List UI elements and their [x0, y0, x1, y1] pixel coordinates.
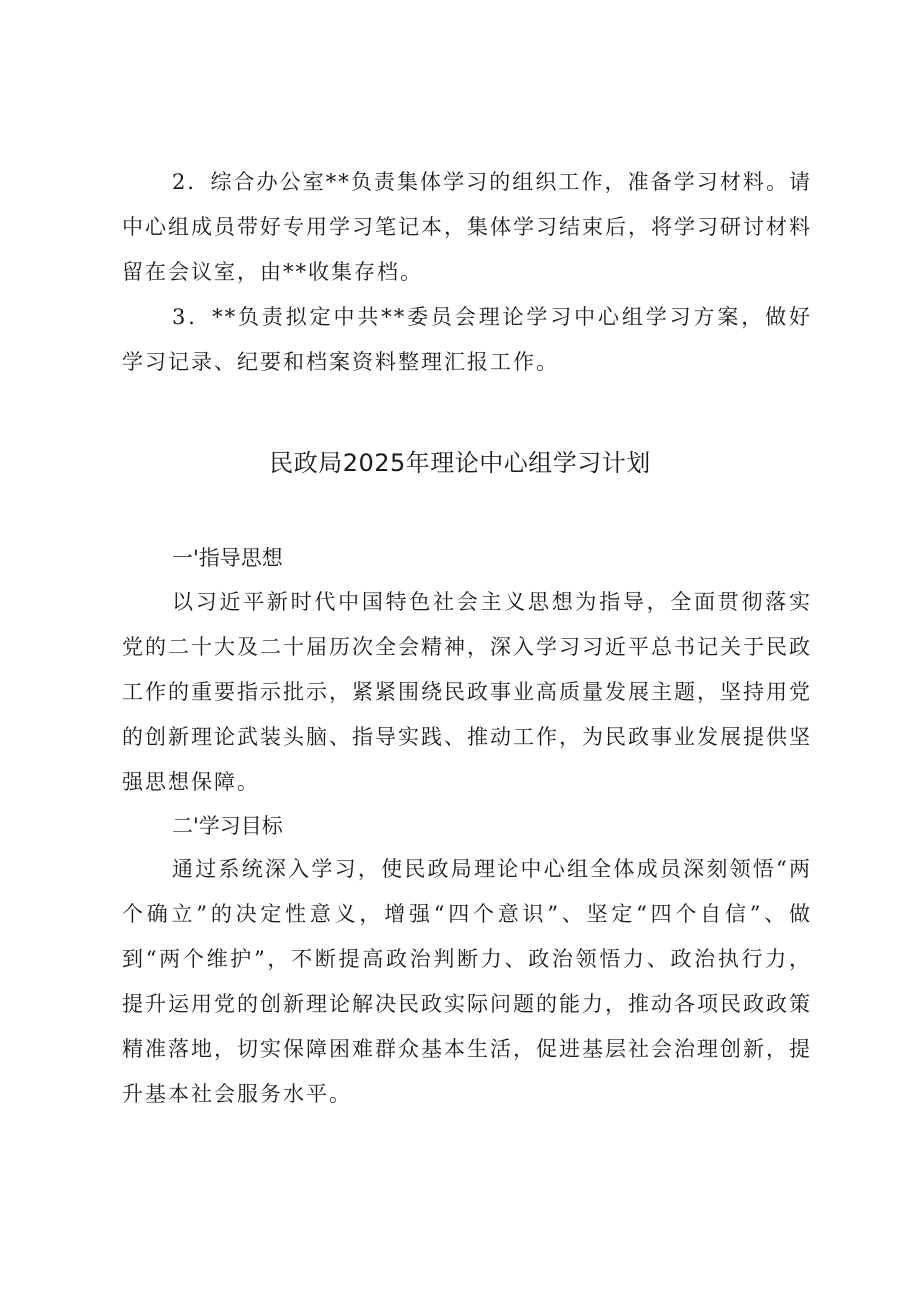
section-body-learning-goals: 通过系统深入学习，使民政局理论中心组全体成员深刻领悟“两个确立”的决定性意义，增强“四个意识”、坚定“四个自信”、做到“两个维护”，不断提高政治判断力、政治领悟力、政治执行力，提升运用党的创新理论解决民政实际问题的能力，推动各项民政政策精准落地，切实保障困难群众基本生活，促进基层社会治理创新，提升基本社会服务水平。 — [122, 857, 812, 1106]
item-2-paragraph: 2．综合办公室**负责集体学习的组织工作，准备学习材料。请中心组成员带好专用学习笔记本，集体学习结束后，将学习研讨材料留在会议室，由**收集存档。 — [122, 170, 812, 284]
section-heading-guiding-thought: 一'指导思想 — [172, 546, 283, 570]
item-3-paragraph: 3．**负责拟定中共**委员会理论学习中心组学习方案，做好学习记录、纪要和档案资料整理汇报工作。 — [122, 305, 812, 374]
section-body-guiding-thought: 以习近平新时代中国特色社会主义思想为指导，全面贯彻落实党的二十大及二十届历次全会精神，深入学习习近平总书记关于民政工作的重要指示批示，紧紧围绕民政事业高质量发展主题，坚持用党的创新理论武装头脑、指导实践、推动工作，为民政事业发展提供坚强思想保障。 — [122, 590, 812, 794]
section-heading-learning-goals: 二'学习目标 — [172, 814, 283, 838]
document-title: 民政局2025年理论中心组学习计划 — [269, 449, 651, 477]
